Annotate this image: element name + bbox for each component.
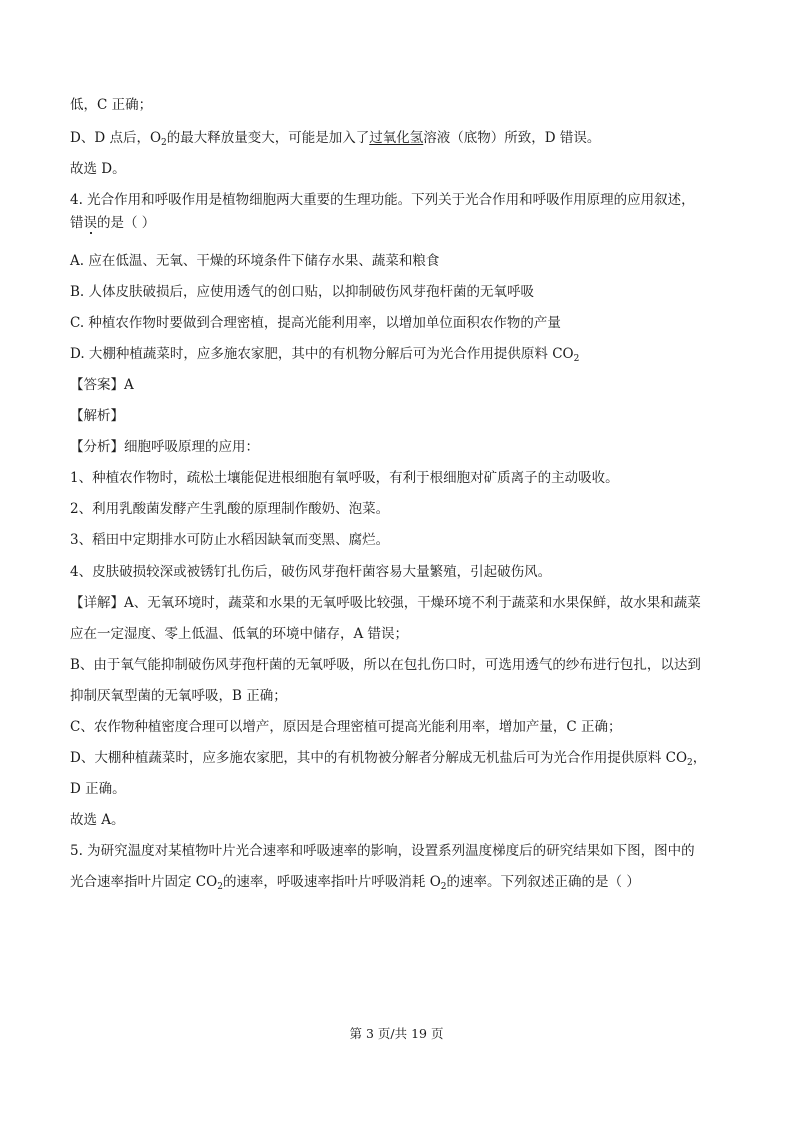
analysis-item-4: 4、皮肤破损较深或被锈钉扎伤后，破伤风芽孢杆菌容易大量繁殖，引起破伤风。 xyxy=(70,564,552,580)
analysis-item-1: 1、种植农作物时，疏松土壤能促进根细胞有氧呼吸，有利于根细胞对矿质离子的主动吸收。 xyxy=(70,470,619,486)
text-line: D、D 点后，$O_2$的最大释放量变大，可能是加入了过氧化氢溶液（底物）所致，D 错误。 xyxy=(70,130,601,148)
page-footer: 第 3 页/共 19 页 xyxy=(349,1026,444,1041)
option-a: A. 应在低温、无氧、干燥的环境条件下储存水果、蔬菜和粮食 xyxy=(70,253,440,269)
analysis-label: 【解析】 xyxy=(70,408,124,424)
underlined-term: 过氧化氢 xyxy=(369,130,424,146)
option-d: D. 大棚种植蔬菜时，应多施农家肥，其中的有机物分解后可为光合作用提供原料 $CO_2$ xyxy=(70,346,580,364)
emphasis-dot xyxy=(90,232,92,234)
detail-c: C、农作物种植密度合理可以增产，原因是合理密植可提高光能利用率，增加产量，C 正确； xyxy=(70,719,622,735)
detail-b-cont: 抑制厌氧型菌的无氧呼吸，B 正确； xyxy=(70,688,287,704)
analysis-item-3: 3、稻田中定期排水可防止水稻因缺氧而变黑、腐烂。 xyxy=(70,532,390,548)
text-line: 低，C 正确； xyxy=(70,97,153,113)
question-4-stem-cont: 错误的是（ ） xyxy=(70,215,156,231)
detail-a: 【详解】A、无氧环境时，蔬菜和水果的无氧呼吸比较强，干燥环境不利于蔬菜和水果保鲜，故水果和蔬菜 xyxy=(70,595,701,611)
detail-d: D、大棚种植蔬菜时，应多施农家肥，其中的有机物被分解者分解成无机盐后可为光合作用提供原料 $CO_2$， xyxy=(70,750,707,768)
question-5-stem: 5. 为研究温度对某植物叶片光合速率和呼吸速率的影响，设置系列温度梯度后的研究结果如下图，图中的 xyxy=(70,843,695,859)
analysis-heading: 【分析】细胞呼吸原理的应用： xyxy=(70,439,259,455)
option-b: B. 人体皮肤破损后，应使用透气的创口贴，以抑制破伤风芽孢杆菌的无氧呼吸 xyxy=(70,284,535,300)
question-4-stem: 4. 光合作用和呼吸作用是植物细胞两大重要的生理功能。下列关于光合作用和呼吸作用原理的应用叙述， xyxy=(70,192,695,208)
text-line: 故选 D。 xyxy=(70,161,126,177)
answer-label: 【答案】A xyxy=(70,377,134,393)
final-choice: 故选 A。 xyxy=(70,812,125,828)
analysis-item-2: 2、利用乳酸菌发酵产生乳酸的原理制作酸奶、泡菜。 xyxy=(70,501,390,517)
question-5-stem-cont: 光合速率指叶片固定 $CO_2$的速率，呼吸速率指叶片呼吸消耗 $O_2$的速率。下列叙述正确的是（ ） xyxy=(70,874,640,892)
detail-a-cont: 应在一定湿度、零上低温、低氧的环境中储存，A 错误； xyxy=(70,626,409,642)
detail-b: B、由于氧气能抑制破伤风芽孢杆菌的无氧呼吸，所以在包扎伤口时，可选用透气的纱布进行包扎，以达到 xyxy=(70,657,701,673)
detail-d-cont: D 正确。 xyxy=(70,781,126,797)
option-c: C. 种植农作物时要做到合理密植，提高光能利用率，以增加单位面积农作物的产量 xyxy=(70,315,561,331)
